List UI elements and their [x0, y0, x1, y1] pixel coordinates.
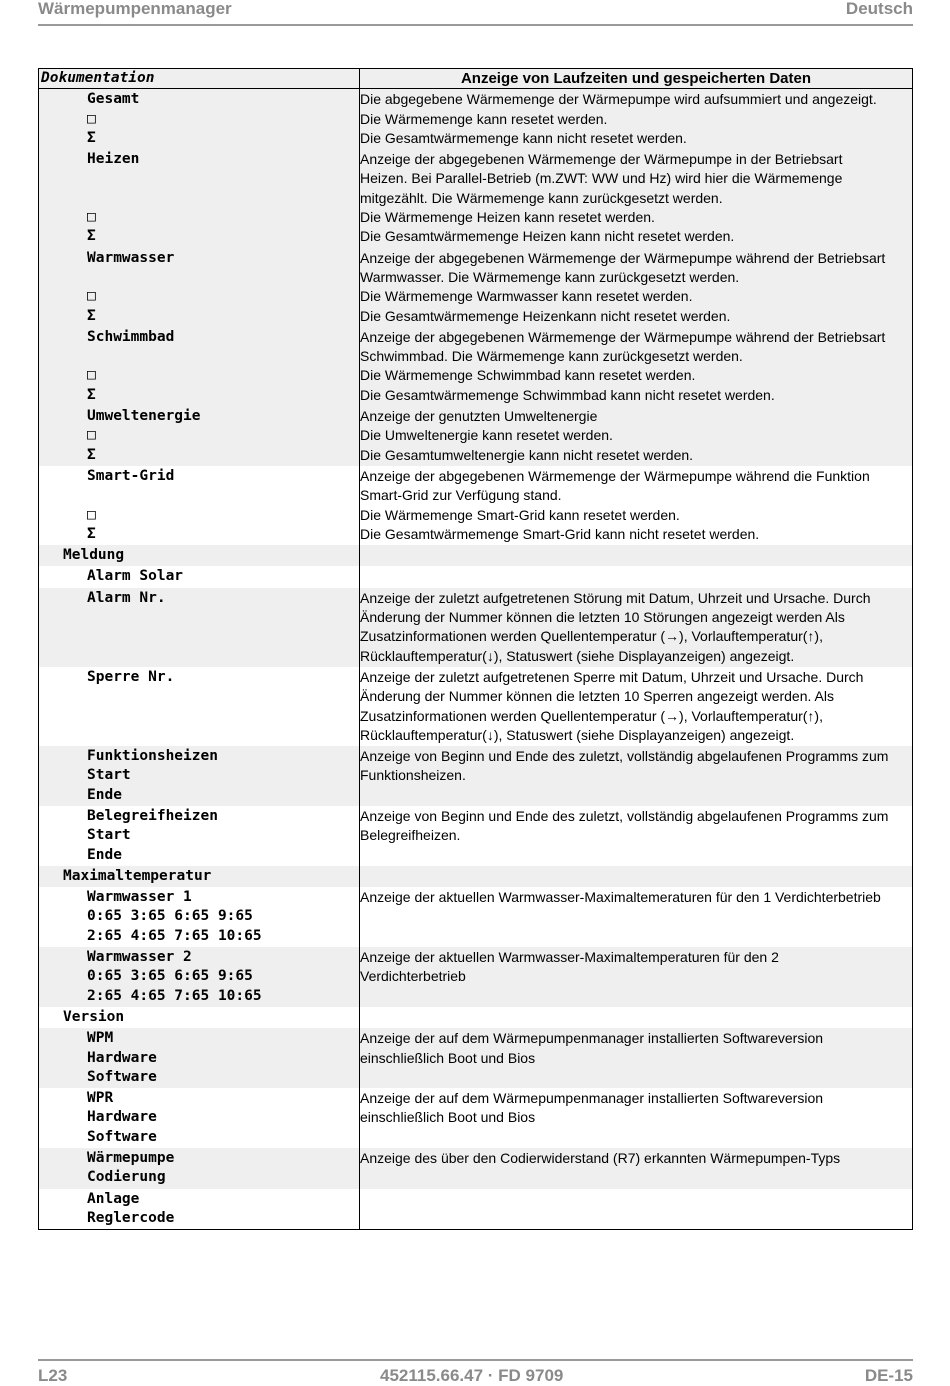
description-line: Die abgegebene Wärmemenge der Wärmepumpe wird aufsummiert und angezeigt.: [360, 91, 877, 108]
description-line: Verdichterbetrieb: [360, 968, 466, 985]
display-line: [39, 268, 359, 287]
description-cell: [360, 1007, 913, 1028]
display-line: Hardware: [87, 1049, 157, 1066]
table-row: [39, 947, 913, 1007]
display-menu-cell: [39, 1148, 360, 1189]
description-line: Anzeige der abgegebenen Wärmemenge der Wärmepumpe während der Betriebsart: [360, 249, 886, 266]
description-line: mitgezählt. Die Wärmemenge kann zurückgesetzt werden.: [360, 189, 723, 206]
header-language: Deutsch: [845, 0, 913, 18]
display-line: Heizen: [87, 151, 140, 168]
display-menu-cell: [39, 1088, 360, 1148]
table-row: [39, 406, 913, 466]
display-line: [39, 726, 359, 745]
display-menu-cell: [39, 327, 360, 406]
display-line: Σ: [87, 525, 96, 542]
display-line: [39, 647, 359, 666]
description-line: Warmwasser. Die Wärmemenge kann zurückgesetzt werden.: [360, 268, 740, 285]
header-title: Wärmepumpenmanager: [38, 0, 232, 18]
display-menu-cell: [39, 667, 360, 746]
description-line: Die Wärmemenge Smart-Grid kann resetet werden.: [360, 506, 680, 523]
display-line: Software: [87, 1068, 157, 1085]
description-cell: [360, 1189, 913, 1230]
header-left-cell: Dokumentation: [39, 69, 360, 89]
description-line: Anzeige von Beginn und Ende des zuletzt, vollständig abgelaufenen Programms zum: [360, 748, 889, 765]
display-line: Start: [87, 767, 131, 784]
display-menu-cell: [39, 406, 360, 466]
table-row: [39, 1028, 913, 1088]
description-cell: [360, 89, 913, 149]
display-menu-cell: [39, 746, 360, 806]
description-line: Anzeige von Beginn und Ende des zuletzt, vollständig abgelaufenen Programms zum: [360, 807, 889, 824]
display-menu-cell: [39, 248, 360, 327]
table-row: [39, 327, 913, 406]
header-right-cell: Anzeige von Laufzeiten und gespeicherten Daten: [360, 69, 913, 89]
display-line: Warmwasser 2: [87, 949, 192, 966]
description-line: Zusatzinformationen werden Quellentemperatur (→), Vorlauftemperatur(↑),: [360, 707, 823, 724]
display-line: Meldung: [63, 547, 125, 564]
description-line: Die Gesamtwärmemenge Heizenkann nicht resetet werden.: [360, 307, 731, 324]
description-line: Anzeige der abgegebenen Wärmemenge der Wärmepumpe in der Betriebsart: [360, 151, 843, 168]
display-line: Start: [87, 827, 131, 844]
display-menu-cell: [39, 887, 360, 947]
description-line: Heizen. Bei Parallel-Betrieb (m.ZWT: WW und Hz) wird hier die Wärmemenge: [360, 170, 843, 187]
table-row: [39, 1148, 913, 1189]
display-menu-cell: [39, 1007, 360, 1028]
page-header: [38, 0, 913, 26]
display-line: Maximaltemperatur: [63, 867, 212, 884]
description-cell: [360, 667, 913, 746]
display-line: Wärmepumpe: [87, 1150, 175, 1167]
display-menu-cell: [39, 89, 360, 149]
description-line: Anzeige der auf dem Wärmepumpenmanager installierten Softwareversion: [360, 1030, 824, 1047]
display-line: Σ: [87, 446, 96, 463]
display-line: 0:65 3:65 6:65 9:65: [87, 908, 253, 925]
table-row: [39, 746, 913, 806]
description-cell: [360, 566, 913, 587]
display-menu-cell: [39, 947, 360, 1007]
display-line: 0:65 3:65 6:65 9:65: [87, 968, 253, 985]
display-line: Software: [87, 1128, 157, 1145]
display-line: Funktionsheizen: [87, 748, 218, 765]
display-line: Σ: [87, 228, 96, 245]
display-menu-cell: [39, 466, 360, 545]
description-cell: [360, 545, 913, 566]
description-line: einschließlich Boot und Bios: [360, 1049, 536, 1066]
display-line: Hardware: [87, 1109, 157, 1126]
description-line: Die Wärmemenge Schwimmbad kann resetet werden.: [360, 367, 696, 384]
display-line: Warmwasser: [87, 249, 175, 266]
page-footer: [38, 1359, 913, 1385]
footer-page-number: DE-15: [864, 1366, 913, 1385]
display-line: [39, 627, 359, 646]
table-row: [39, 887, 913, 947]
display-menu-cell: [39, 149, 360, 247]
display-line: □: [87, 209, 96, 226]
footer-section: L23: [38, 1366, 68, 1385]
display-line: WPM: [87, 1030, 114, 1047]
display-line: Belegreifheizen: [87, 807, 218, 824]
description-line: Anzeige der genutzten Umweltenergie: [360, 408, 598, 425]
display-line: WPR: [87, 1090, 114, 1107]
display-line: Umweltenergie: [87, 408, 201, 425]
display-line: Warmwasser 1: [87, 889, 192, 906]
description-line: Die Umweltenergie kann resetet werden.: [360, 427, 613, 444]
display-line: Σ: [87, 307, 96, 324]
description-line: Änderung der Nummer können die letzten 10 Störungen angezeigt werden Als: [360, 609, 845, 626]
display-line: Sperre Nr.: [87, 668, 175, 685]
description-line: Rücklauftemperatur(↓), Statuswert (siehe Displayanzeigen) angezeigt.: [360, 647, 795, 664]
description-line: Anzeige der abgegebenen Wärmemenge der Wärmepumpe während der Betriebsart: [360, 328, 886, 345]
table-row: [39, 466, 913, 545]
display-line: Ende: [87, 786, 122, 803]
display-line: Alarm Nr.: [87, 589, 166, 606]
description-line: Änderung der Nummer können die letzten 10 Sperren angezeigt werden. Als: [360, 688, 834, 705]
description-line: Anzeige der zuletzt aufgetretenen Sperre mit Datum, Uhrzeit und Ursache. Durch: [360, 668, 864, 685]
description-line: Zusatzinformationen werden Quellentemperatur (→), Vorlauftemperatur(↑),: [360, 628, 823, 645]
description-line: Die Gesamtwärmemenge Smart-Grid kann nicht resetet werden.: [360, 525, 760, 542]
display-line: □: [87, 367, 96, 384]
display-line: □: [87, 288, 96, 305]
display-menu-cell: [39, 866, 360, 887]
table-row: [39, 806, 913, 866]
description-cell: [360, 806, 913, 866]
table-row: [39, 667, 913, 746]
description-line: Belegreifheizen.: [360, 827, 461, 844]
display-menu-cell: [39, 1028, 360, 1088]
display-line: □: [87, 427, 96, 444]
display-line: Codierung: [87, 1169, 166, 1186]
display-line: 2:65 4:65 7:65 10:65: [87, 927, 262, 944]
description-cell: [360, 947, 913, 1007]
description-line: einschließlich Boot und Bios: [360, 1109, 536, 1126]
table-row: [39, 1189, 913, 1230]
display-line: Schwimmbad: [87, 328, 175, 345]
description-line: Die Gesamtwärmemenge kann nicht resetet werden.: [360, 129, 687, 146]
description-cell: [360, 1028, 913, 1088]
description-line: Smart-Grid zur Verfügung stand.: [360, 487, 562, 504]
description-cell: [360, 1088, 913, 1148]
display-menu-cell: [39, 806, 360, 866]
display-line: [39, 707, 359, 726]
description-line: Die Wärmemenge kann resetet werden.: [360, 110, 608, 127]
table-row: [39, 588, 913, 667]
table-row: [39, 248, 913, 327]
description-line: Schwimmbad. Die Wärmemenge kann zurückgesetzt werden.: [360, 348, 743, 365]
display-line: □: [87, 506, 96, 523]
description-line: Anzeige der auf dem Wärmepumpenmanager installierten Softwareversion: [360, 1090, 824, 1107]
display-line: Anlage: [87, 1190, 140, 1207]
description-line: Anzeige der zuletzt aufgetretenen Störung mit Datum, Uhrzeit und Ursache. Durch: [360, 589, 871, 606]
description-line: Anzeige der abgegebenen Wärmemenge der Wärmepumpe während die Funktion: [360, 467, 870, 484]
description-line: Die Gesamtwärmemenge Schwimmbad kann nicht resetet werden.: [360, 386, 775, 403]
display-line: 2:65 4:65 7:65 10:65: [87, 987, 262, 1004]
display-line: [39, 169, 359, 188]
description-cell: [360, 466, 913, 545]
table-row: [39, 866, 913, 887]
display-line: Reglercode: [87, 1209, 175, 1226]
description-line: Anzeige der aktuellen Warmwasser-Maximaltemeraturen für den 1 Verdichterbetrieb: [360, 889, 881, 906]
description-line: Die Gesamtumweltenergie kann nicht resetet werden.: [360, 446, 694, 463]
description-cell: [360, 1148, 913, 1189]
table-row: [39, 1088, 913, 1148]
description-line: Anzeige der aktuellen Warmwasser-Maximaltemperaturen für den 2: [360, 949, 779, 966]
display-menu-cell: [39, 588, 360, 667]
table-header-row: [39, 69, 913, 89]
description-line: Die Gesamtwärmemenge Heizen kann nicht resetet werden.: [360, 228, 735, 245]
display-line: [39, 189, 359, 208]
display-line: [39, 347, 359, 366]
table-row: [39, 566, 913, 587]
description-cell: [360, 406, 913, 466]
display-menu-cell: [39, 545, 360, 566]
display-line: [39, 486, 359, 505]
description-line: Rücklauftemperatur(↓), Statuswert (siehe Displayanzeigen) angezeigt.: [360, 726, 795, 743]
footer-document-number: 452115.66.47 · FD 9709: [380, 1366, 564, 1385]
display-line: Version: [63, 1008, 125, 1025]
description-cell: [360, 588, 913, 667]
description-cell: [360, 327, 913, 406]
description-line: Die Wärmemenge Warmwasser kann resetet werden.: [360, 288, 693, 305]
description-line: Die Wärmemenge Heizen kann resetet werden.: [360, 209, 655, 226]
display-line: Σ: [87, 129, 96, 146]
description-cell: [360, 248, 913, 327]
display-line: [39, 608, 359, 627]
documentation-table: [38, 68, 913, 1230]
description-cell: [360, 866, 913, 887]
table-row: [39, 545, 913, 566]
description-line: Funktionsheizen.: [360, 767, 466, 784]
display-line: □: [87, 110, 96, 127]
description-cell: [360, 746, 913, 806]
display-line: Ende: [87, 846, 122, 863]
display-line: Σ: [87, 386, 96, 403]
description-cell: [360, 887, 913, 947]
description-line: Anzeige des über den Codierwiderstand (R7) erkannten Wärmepumpen-Typs: [360, 1150, 841, 1167]
display-menu-cell: [39, 566, 360, 587]
display-line: Smart-Grid: [87, 467, 175, 484]
display-line: Alarm Solar: [87, 568, 184, 585]
display-line: [39, 687, 359, 706]
display-line: Gesamt: [87, 91, 140, 108]
table-row: [39, 1007, 913, 1028]
table-row: [39, 149, 913, 247]
table-row: [39, 89, 913, 149]
display-menu-cell: [39, 1189, 360, 1230]
description-cell: [360, 149, 913, 247]
